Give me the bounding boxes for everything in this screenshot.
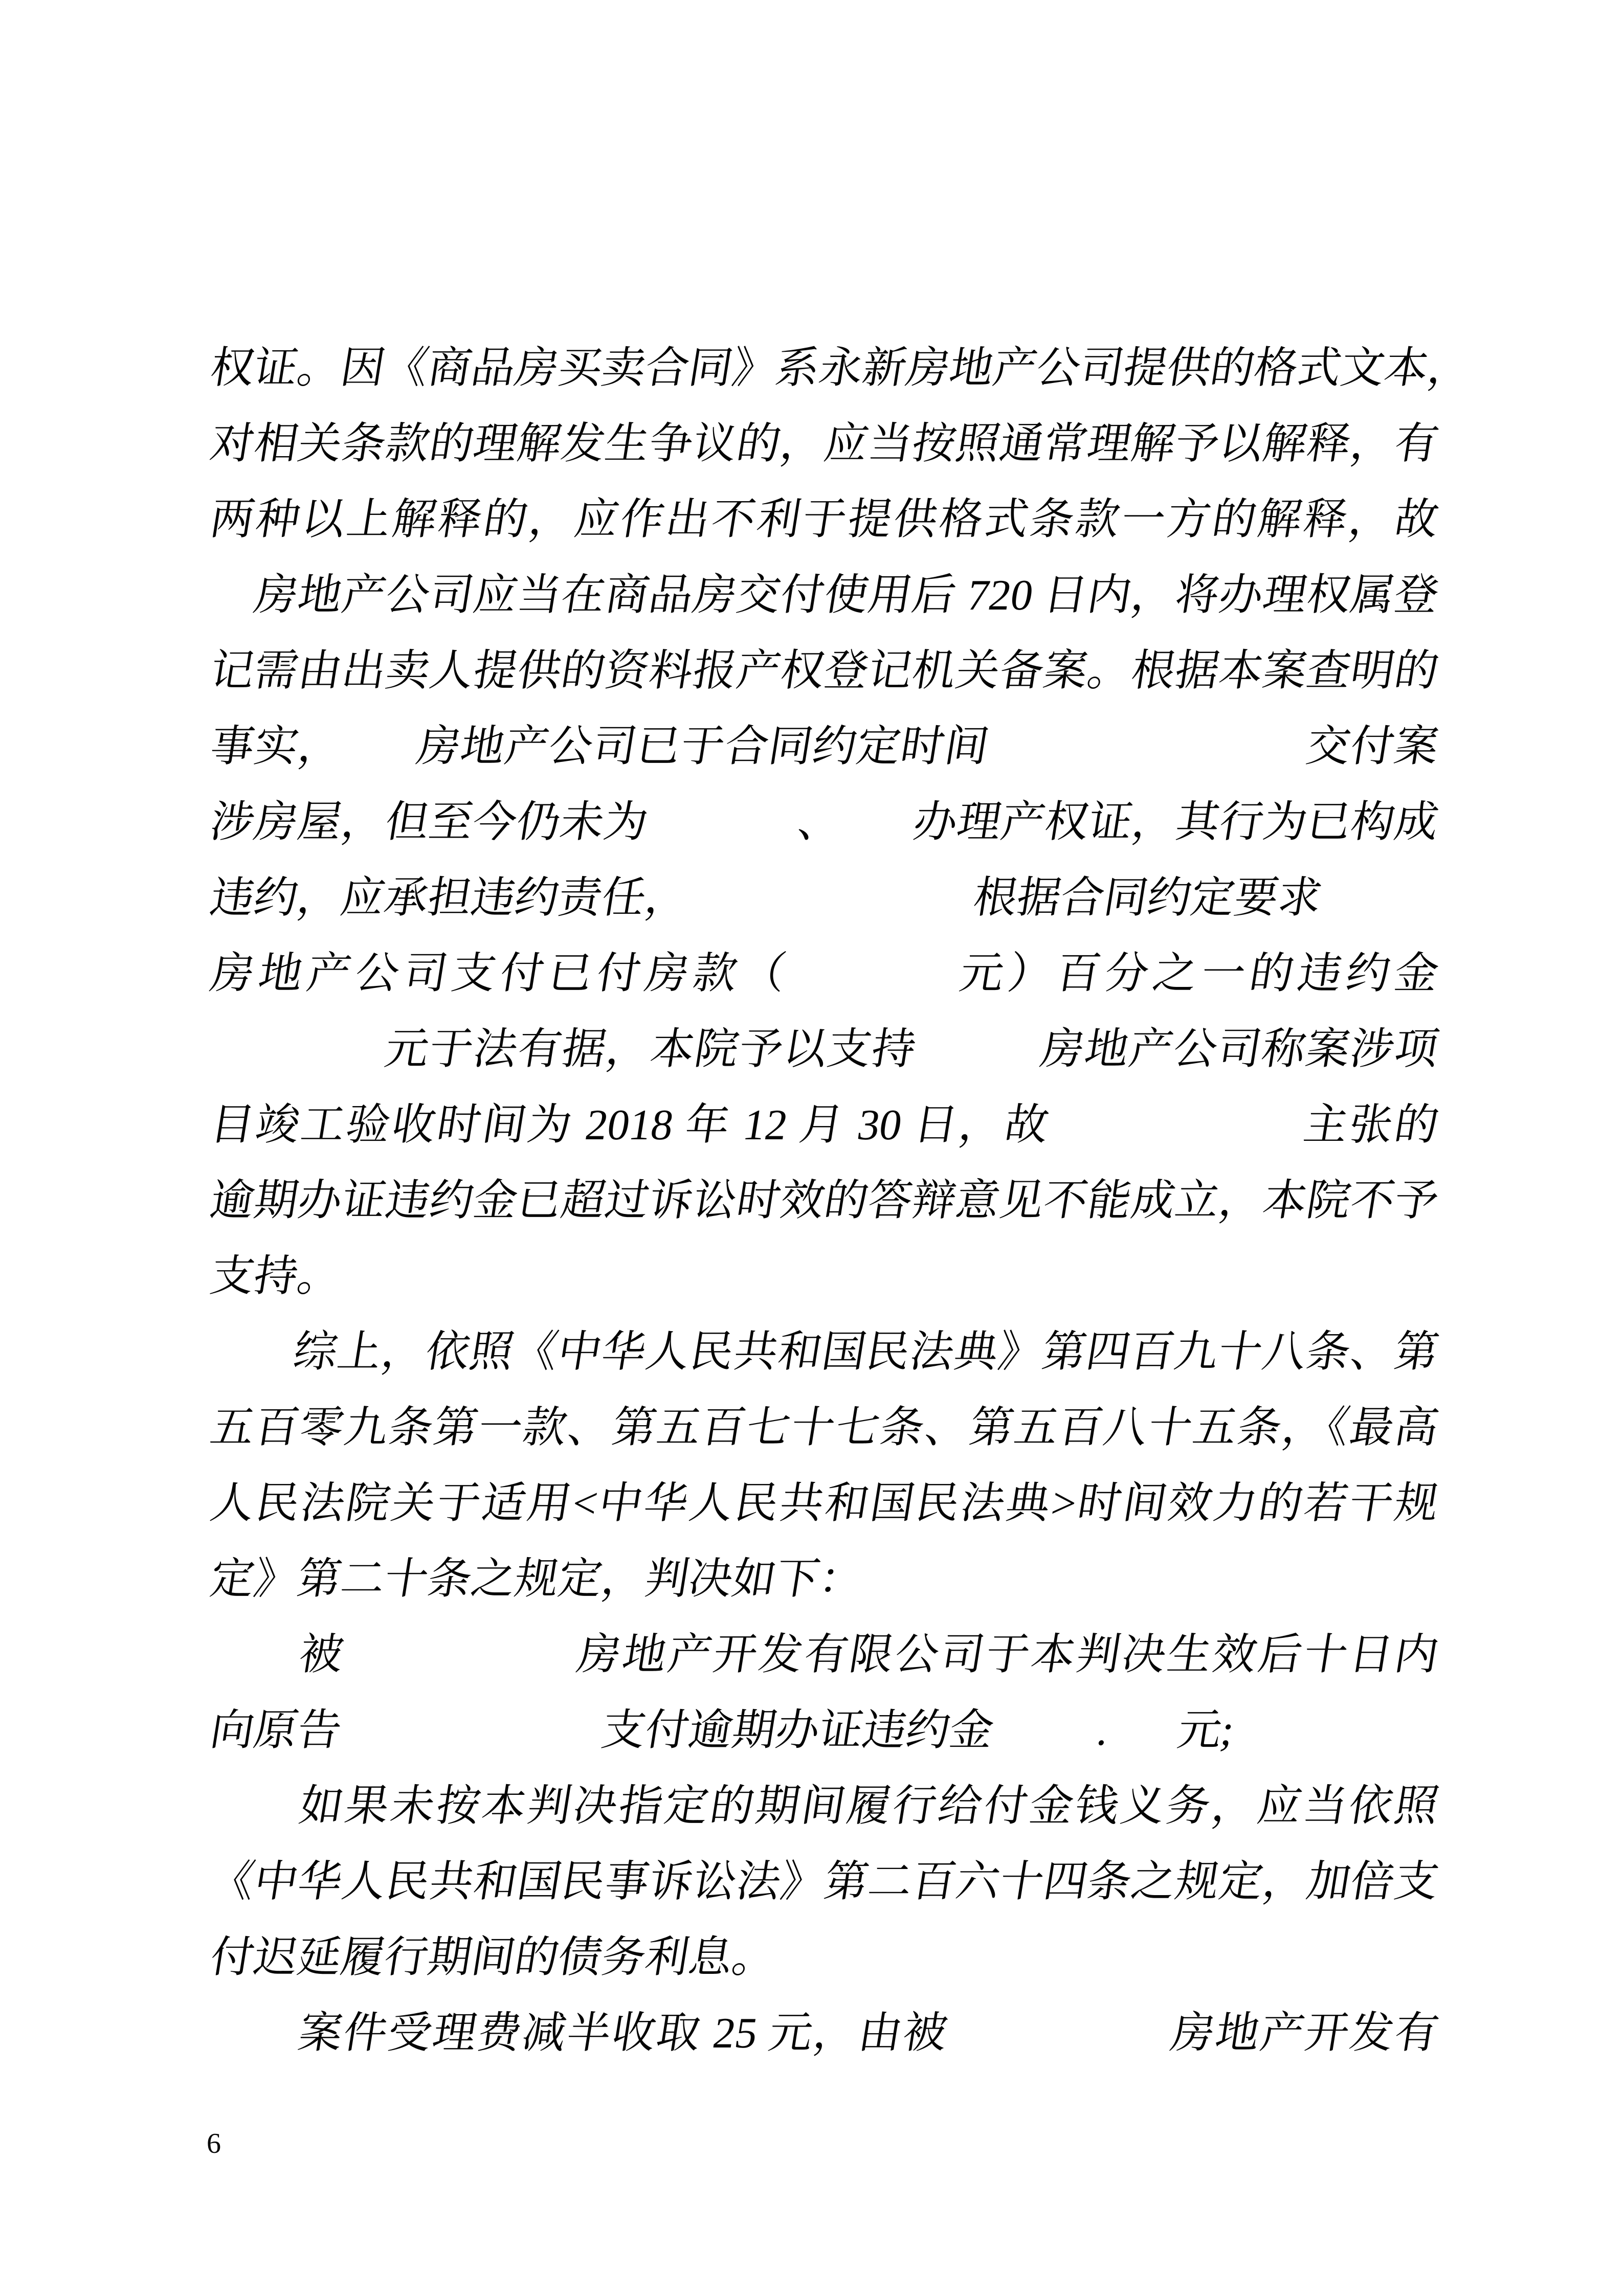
text-line <box>205 1163 1444 1239</box>
text-line <box>205 784 1444 860</box>
text-segment: 交付案 <box>1302 723 1442 771</box>
text-segment: . <box>1094 1706 1113 1754</box>
text-segment: 支付逾期办证违约金 <box>598 1706 997 1754</box>
text-segment: 综上，依照《中华人民共和国民法典》第四百九十八条、第 <box>290 1328 1442 1376</box>
text-segment: 权证。因《商品房买卖合同》系永新房地产公司提供的格式文本， <box>207 344 1476 392</box>
text-segment: 违约，应承担违约责任， <box>207 874 693 922</box>
text-segment: 房地产开发有限公司于本判决生效后十日内 <box>571 1631 1442 1679</box>
text-line <box>205 1693 1444 1768</box>
text-segment: 房地产公司应当在商品房交付使用后 720 日内，将办理权属登 <box>250 571 1442 619</box>
text-segment: 主张的 <box>1298 1101 1442 1149</box>
text-segment: 涉房屋，但至今仍未为 <box>207 798 652 846</box>
text-segment: 房地产公司称案涉项 <box>1036 1025 1442 1073</box>
text-line <box>205 1239 1444 1314</box>
text-line <box>205 1541 1444 1617</box>
redaction-gap <box>1106 1744 1176 1745</box>
text-segment: 根据合同约定要求 <box>970 874 1326 922</box>
text-line <box>205 1466 1444 1541</box>
text-segment: 案件受理费减半收取 25 元，由被 <box>294 2009 952 2057</box>
text-line <box>205 1844 1444 1920</box>
text-segment: 办理产权证，其行为已构成 <box>909 798 1442 846</box>
text-segment: 被 <box>294 1631 349 1679</box>
text-line <box>205 1617 1444 1693</box>
text-line <box>205 709 1444 784</box>
text-segment: 五百零九条第一款、第五百七十七条、第五百八十五条，《最高 <box>207 1404 1442 1452</box>
text-line <box>205 1314 1444 1390</box>
redaction-gap <box>341 760 415 761</box>
text-line <box>205 1011 1444 1087</box>
text-line <box>205 633 1444 709</box>
text-segment: 对相关条款的理解发生争议的，应当按照通常理解予以解释，有 <box>207 420 1442 468</box>
text-line <box>205 1087 1444 1163</box>
judgment-text-block <box>207 330 1476 2071</box>
text-segment: 元于法有据，本院予以支持 <box>381 1025 920 1073</box>
redaction-gap <box>788 987 953 988</box>
text-segment: 定》第二十条之规定，判决如下： <box>207 1555 867 1603</box>
text-segment: 目竣工验收时间为 2018 年 12 月 30 日，故 <box>207 1101 1054 1149</box>
text-segment: 人民法院关于适用<中华人民共和国民法典>时间效力的若干规 <box>207 1479 1442 1527</box>
text-line <box>205 482 1444 557</box>
redaction-gap <box>209 1063 383 1064</box>
text-segment: 事实， <box>207 723 347 771</box>
text-segment: 逾期办证违约金已超过诉讼时效的答辩意见不能成立，本院不予 <box>207 1177 1442 1225</box>
text-line <box>205 406 1444 482</box>
text-line <box>205 860 1444 936</box>
text-segment: 房地产公司支付已付房款（ <box>207 950 794 998</box>
redaction-gap <box>339 1744 600 1745</box>
redaction-gap <box>646 836 795 837</box>
text-segment: 支持。 <box>207 1252 345 1300</box>
text-line <box>205 557 1444 633</box>
text-line <box>205 1390 1444 1466</box>
redaction-gap <box>840 836 911 837</box>
text-segment: 元）百分之一的违约金 <box>951 950 1442 998</box>
text-line <box>205 1995 1444 2071</box>
text-segment: 房地产公司已于合同约定时间 <box>413 723 993 771</box>
page-number: 6 <box>207 2128 221 2159</box>
text-segment: 记需由出卖人提供的资料报产权登记机关备案。根据本案查明的 <box>207 647 1442 695</box>
text-segment: 房地产开发有 <box>1166 2009 1442 2057</box>
redaction-gap <box>991 1744 1096 1745</box>
text-line <box>205 1768 1444 1844</box>
text-segment: 向原告 <box>207 1706 345 1754</box>
redaction-gap <box>209 609 252 610</box>
text-segment: 元; <box>1174 1706 1238 1754</box>
redaction-gap <box>987 760 1304 761</box>
text-segment: 付迟延履行期间的债务利息。 <box>207 1933 780 1982</box>
text-segment: 、 <box>794 798 846 846</box>
text-line <box>205 330 1476 406</box>
redaction-gap <box>914 1063 1038 1064</box>
text-segment: 《中华人民共和国民事诉讼法》第二百六十四条之规定，加倍支 <box>207 1858 1442 1906</box>
text-line <box>205 1920 1444 1995</box>
text-segment: 两种以上解释的，应作出不利于提供格式条款一方的解释，故 <box>207 496 1442 544</box>
text-line <box>205 936 1444 1011</box>
text-segment: 如果未按本判决指定的期间履行给付金钱义务，应当依照 <box>294 1782 1442 1830</box>
